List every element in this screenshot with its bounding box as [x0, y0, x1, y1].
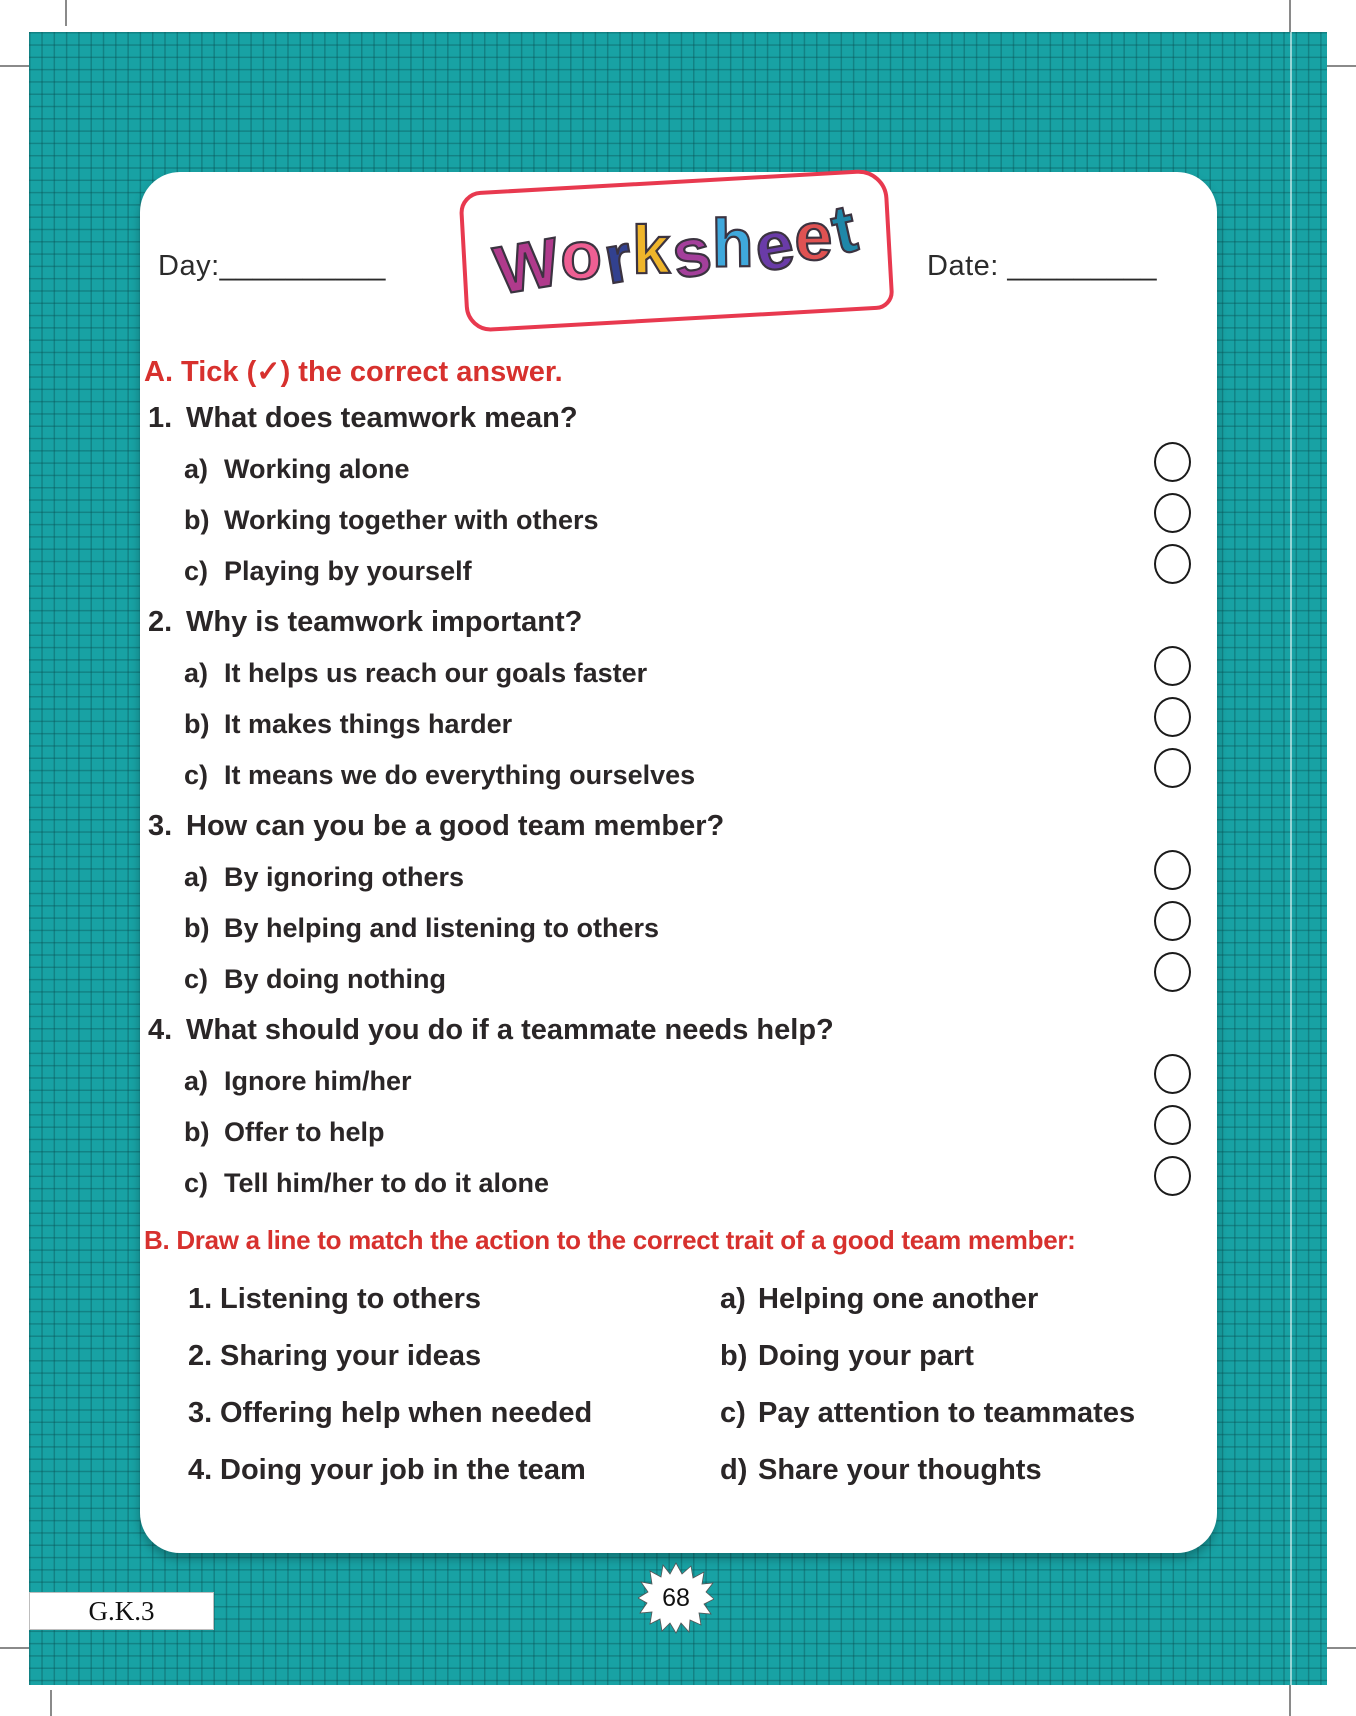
match-right-item[interactable] — [720, 1271, 1038, 1328]
worksheet-title-badge — [458, 168, 894, 333]
option-letter: b) — [184, 505, 210, 535]
section-a-heading: A. Tick (✓) the correct answer. — [144, 356, 563, 388]
crop-mark-bottom-left-h — [0, 1647, 30, 1649]
question-3-option-c — [140, 954, 1217, 1005]
title-letter: e — [749, 204, 802, 287]
title-letter: W — [488, 222, 567, 309]
match-row-1 — [140, 1271, 1217, 1328]
answer-circle[interactable] — [1154, 952, 1191, 992]
option-text: It helps us reach our goals faster — [224, 658, 648, 688]
match-left-number: 2. — [188, 1340, 213, 1372]
question-number: 2. — [148, 606, 173, 638]
option-text: Tell him/her to do it alone — [224, 1168, 550, 1198]
match-right-item[interactable] — [720, 1385, 1135, 1442]
option-letter: c) — [184, 556, 209, 586]
option-letter: a) — [184, 1066, 209, 1096]
answer-circle[interactable] — [1154, 850, 1191, 890]
answer-circle[interactable] — [1154, 442, 1191, 482]
match-row-2 — [140, 1328, 1217, 1385]
option-letter: b) — [184, 913, 210, 943]
option-text: Working together with others — [224, 505, 599, 535]
answer-circle[interactable] — [1154, 1156, 1191, 1196]
crop-mark-top-left-v — [65, 0, 67, 26]
match-row-3 — [140, 1385, 1217, 1442]
question-1-option-c — [140, 546, 1217, 597]
question-3 — [140, 801, 1217, 852]
match-right-letter: b) — [720, 1340, 748, 1372]
crop-mark-top-right-v — [1289, 0, 1291, 32]
answer-circle[interactable] — [1154, 697, 1191, 737]
match-right-letter: d) — [720, 1454, 748, 1486]
match-right-text: Share your thoughts — [758, 1454, 1042, 1486]
match-left-number: 1. — [188, 1283, 213, 1315]
option-letter: b) — [184, 709, 210, 739]
option-text: Ignore him/her — [224, 1066, 412, 1096]
match-left-number: 3. — [188, 1397, 213, 1429]
option-text: It makes things harder — [224, 709, 513, 739]
title-letter: r — [597, 218, 639, 299]
title-letter: o — [559, 217, 605, 294]
answer-circle[interactable] — [1154, 1054, 1191, 1094]
trim-line — [1290, 32, 1292, 1685]
match-right-text: Pay attention to teammates — [758, 1397, 1136, 1429]
title-letter: h — [710, 204, 756, 282]
option-text: By ignoring others — [224, 862, 465, 892]
crop-mark-bottom-left-v — [50, 1690, 52, 1716]
option-text: Playing by yourself — [224, 556, 472, 586]
answer-circle[interactable] — [1154, 646, 1191, 686]
question-3-option-b — [140, 903, 1217, 954]
answer-circle[interactable] — [1154, 1105, 1191, 1145]
book-label: G.K.3 — [29, 1592, 214, 1630]
title-letter: t — [824, 188, 866, 269]
question-2 — [140, 597, 1217, 648]
crop-mark-bottom-right-v — [1289, 1685, 1291, 1716]
option-letter: a) — [184, 862, 209, 892]
match-right-item[interactable] — [720, 1328, 974, 1385]
match-left-number: 4. — [188, 1454, 213, 1486]
option-letter: a) — [184, 454, 209, 484]
title-letter: e — [793, 197, 835, 275]
question-4-option-c — [140, 1158, 1217, 1209]
match-left-item[interactable]: Doing your job in the team — [220, 1454, 586, 1486]
day-field[interactable]: Day:__________ — [158, 250, 386, 282]
question-2-option-b — [140, 699, 1217, 750]
title-letter: s — [666, 211, 719, 294]
question-4-option-a — [140, 1056, 1217, 1107]
question-2-option-c — [140, 750, 1217, 801]
question-text: Why is teamwork important? — [186, 606, 583, 638]
option-letter: c) — [184, 760, 209, 790]
answer-circle[interactable] — [1154, 493, 1191, 533]
option-text: Offer to help — [224, 1117, 385, 1147]
answer-circle[interactable] — [1154, 901, 1191, 941]
option-letter: a) — [184, 658, 209, 688]
crop-mark-top-right-h — [1326, 65, 1356, 67]
option-letter: c) — [184, 1168, 209, 1198]
question-number: 3. — [148, 810, 173, 842]
match-right-text: Doing your part — [758, 1340, 974, 1372]
section-a-rows — [140, 393, 1217, 1209]
answer-circle[interactable] — [1154, 748, 1191, 788]
date-field[interactable]: Date: _________ — [927, 250, 1158, 282]
grid-background — [29, 32, 1327, 1685]
option-letter: b) — [184, 1117, 210, 1147]
match-right-text: Helping one another — [758, 1283, 1039, 1315]
question-text: What does teamwork mean? — [186, 402, 578, 434]
question-1 — [140, 393, 1217, 444]
question-3-option-a — [140, 852, 1217, 903]
question-number: 4. — [148, 1014, 173, 1046]
crop-mark-top-left-h — [0, 65, 30, 67]
section-b-rows — [140, 1271, 1217, 1499]
question-text: How can you be a good team member? — [186, 810, 725, 842]
crop-mark-bottom-right-h — [1326, 1647, 1356, 1649]
section-b-heading: B. Draw a line to match the action to the correct trait of a good team member: — [144, 1225, 1076, 1255]
option-text: By helping and listening to others — [224, 913, 660, 943]
question-text: What should you do if a teammate needs help? — [186, 1014, 834, 1046]
match-right-letter: c) — [720, 1397, 746, 1429]
question-1-option-b — [140, 495, 1217, 546]
page-number: 68 — [662, 1583, 690, 1612]
option-text: Working alone — [224, 454, 410, 484]
match-left-item[interactable]: Sharing your ideas — [220, 1340, 482, 1372]
answer-circle[interactable] — [1154, 544, 1191, 584]
question-2-option-a — [140, 648, 1217, 699]
match-left-item[interactable]: Offering help when needed — [220, 1397, 593, 1429]
page-title — [488, 188, 866, 309]
match-right-letter: a) — [720, 1283, 746, 1315]
match-row-4 — [140, 1442, 1217, 1499]
title-letter: k — [631, 211, 673, 288]
worksheet-card — [140, 172, 1217, 1553]
option-text: By doing nothing — [224, 964, 446, 994]
option-letter: c) — [184, 964, 209, 994]
page-number-badge — [638, 1562, 714, 1634]
card-header — [140, 172, 1217, 342]
match-left-item[interactable]: Listening to others — [220, 1283, 481, 1315]
question-1-option-a — [140, 444, 1217, 495]
question-4 — [140, 1005, 1217, 1056]
option-text: It means we do everything ourselves — [224, 760, 696, 790]
question-number: 1. — [148, 402, 173, 434]
match-right-item[interactable] — [720, 1442, 1042, 1499]
question-4-option-b — [140, 1107, 1217, 1158]
